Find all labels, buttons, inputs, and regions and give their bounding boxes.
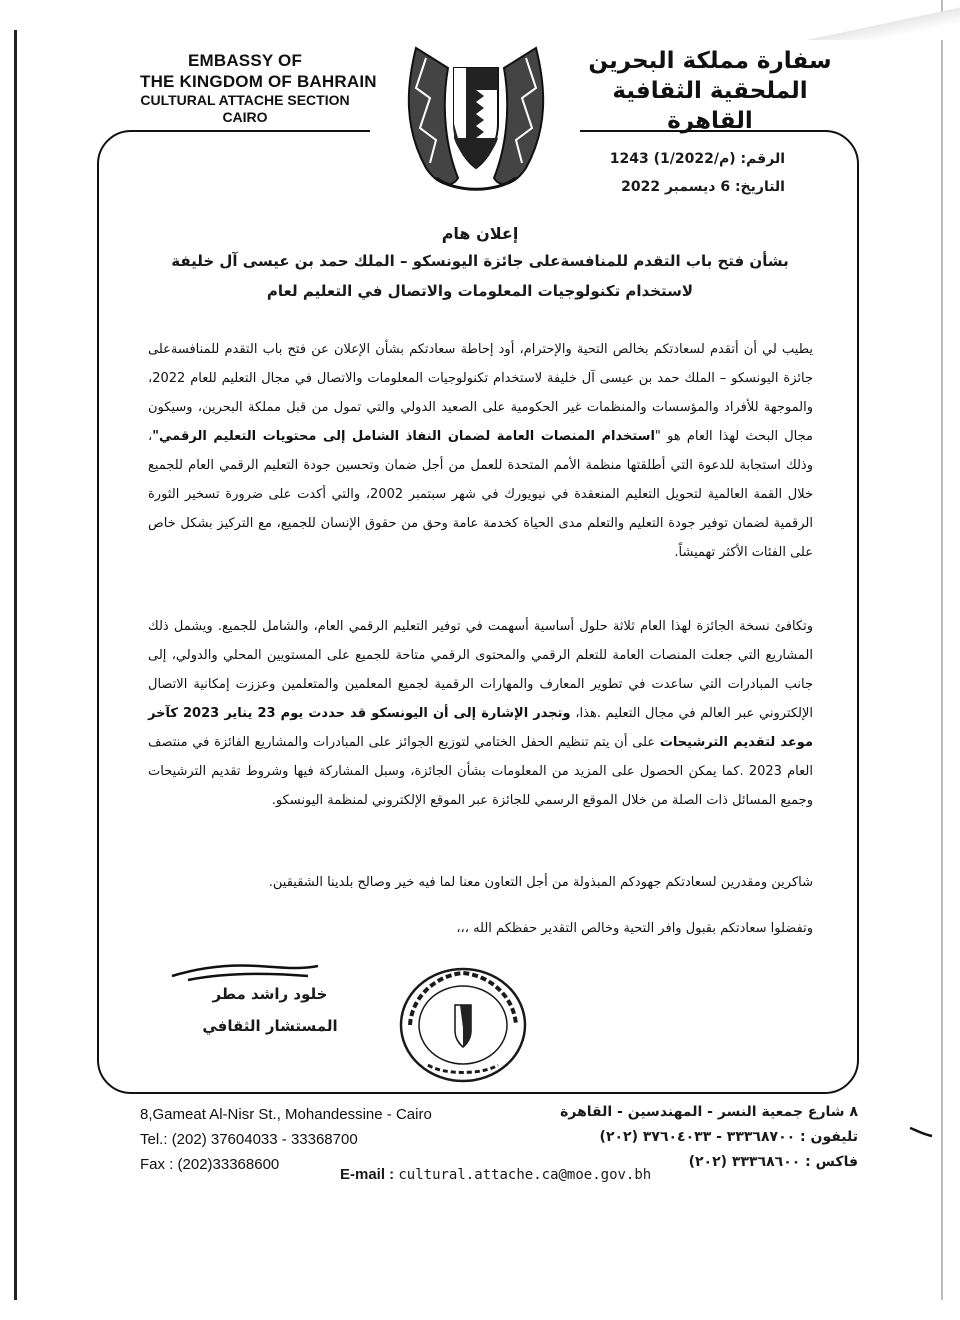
reference-number-label: الرقم:	[740, 151, 785, 167]
title-line-1: إعلان هام	[441, 224, 519, 243]
header-en-line-3: CULTURAL ATTACHE SECTION	[140, 92, 350, 108]
header-en-line-4: CAIRO	[222, 109, 268, 125]
header-en-line-2: THE KINGDOM OF BAHRAIN	[140, 72, 377, 91]
footer-ar-fax: فاكس : ٣٣٣٦٨٦٠٠ (٢٠٢)	[688, 1154, 858, 1170]
header-english	[140, 50, 377, 126]
scan-edge-right	[941, 0, 943, 1300]
header-arabic	[560, 46, 860, 136]
scan-edge-left	[14, 30, 17, 1300]
email-address[interactable]: cultural.attache.ca@moe.gov.bh	[398, 1167, 652, 1183]
signatory-block	[190, 978, 350, 1042]
header-ar-line-1: سفارة مملكة البحرين	[588, 48, 832, 74]
body-paragraph-1: يطيب لي أن أتقدم لسعادتكم بخالص التحية والإحترام، أود إحاطة سعادتكم بشأن الإعلان عن فتح باب التقدم للمنافسةعلى جائزة اليونسكو – الملك حمد بن عيسى آل خليفة لاستخدام تكنولوجيات المعلومات والاتصال في مجال التعليم للعام 2022، والموجهة للأفراد والمؤسسات والمنظمات غير الحكومية على الصعيد الدولي والتي تمول من قبل مملكة البحرين، وسيكون مجال البحث لهذا العام هو "استخدام المنصات العامة لضمان النفاذ الشامل إلى محتويات التعليم الرقمي"، وذلك استجابة للدعوة التي أطلقتها منظمة الأمم المتحدة للعمل من أجل ضمان وتحسين جودة التعليم الرقمي العام للجميع خلال القمة العالمية لتحويل التعليم المنعقدة في نيويورك في شهر سبتمبر 2002، والتي أكدت على ضرورة تسخير الثورة الرقمية لضمان توفير جودة التعليم والتعلم مدى الحياة كخدمة عامة وحق من حقوق الإنسان للجميع، مع التركيز بشكل خاص على الفئات الأكثر تهميشاً.	[148, 342, 813, 560]
footer-en-address: 8,Gameat Al-Nisr St., Mohandessine - Cairo	[140, 1106, 432, 1123]
announcement-title	[150, 222, 810, 306]
footer-ar-tel: تليفون : ٣٣٣٦٨٧٠٠ - ٣٧٦٠٤٠٣٣ (٢٠٢)	[599, 1129, 858, 1145]
page-corner-fold	[760, 0, 960, 40]
header-en-line-1: EMBASSY OF	[187, 51, 303, 70]
footer-en-fax: Fax : (202)33368600	[140, 1156, 280, 1173]
title-line-2: بشأن فتح باب التقدم للمنافسةعلى جائزة اليونسكو – الملك حمد بن عيسى آل خليفة	[171, 252, 789, 270]
footer-ar-address: ٨ شارع جمعية النسر - المهندسين - القاهرة	[560, 1104, 858, 1120]
footer-arabic	[560, 1100, 858, 1175]
header-ar-line-3: القاهرة	[667, 108, 753, 134]
signatory-name: خلود راشد مطر	[212, 985, 328, 1003]
body-paragraph-2: وتكافئ نسخة الجائزة لهذا العام ثلاثة حلول أساسية أسهمت في توفير التعليم الرقمي العام، والشامل للجميع. ويشمل ذلك المشاريع التي جعلت المنصات العامة للتعلم الرقمي والمحتوى الرقمي متاحة للجميع على المستويين المحلي والدولي، إلى جانب المبادرات التي ساعدت في تطوير المعارف والمهارات الرقمية لجميع المعلمين والمتعلمين وعززت إمكانية الاتصال الإلكتروني عبر العالم في مجال التعليم .هذا، وتجدر الإشارة إلى أن اليونسكو قد حددت يوم 23 يناير 2023 كآخر موعد لتقديم الترشيحات على أن يتم تنظيم الحفل الختامي لتوزيع الجوائز على المبادرات والمشاريع الفائزة في منتصف العام 2023 .كما يمكن الحصول على المزيد من المعلومات بشأن الجائزة، وسبل المشاركة فيها وشروط تقديم الترشيحات وجميع المسائل ذات الصلة من خلال الموقع الرسمي للجائزة عبر الموقع الإلكتروني لمنظمة اليونسكو.	[148, 619, 813, 808]
footer-email	[340, 1166, 760, 1183]
footer-en-tel: Tel.: (202) 37604033 - 33368700	[140, 1131, 358, 1148]
reference-block	[480, 145, 785, 201]
deadline-note: وتجدر الإشارة إلى أن اليونسكو قد حددت يوم 23 يناير 2023 كآخر موعد لتقديم الترشيحات	[148, 706, 813, 750]
reference-date-label: التاريخ:	[734, 179, 785, 195]
header-ar-line-2: الملحقية الثقافية	[612, 78, 808, 104]
title-line-3: لاستخدام تكنولوجيات المعلومات والاتصال في التعليم لعام	[266, 282, 694, 300]
signatory-position: المستشار الثقافي	[202, 1017, 338, 1035]
official-seal-stamp	[398, 965, 528, 1085]
reference-date-row	[480, 173, 785, 201]
email-label: E-mail :	[340, 1166, 395, 1183]
pen-mark-icon	[908, 1124, 934, 1140]
closing-line: وتفضلوا سعادتكم بقبول وافر التحية وخالص التقدير حفظكم الله ،،،	[456, 921, 813, 936]
research-topic: استخدام المنصات العامة لضمان النفاذ الشامل إلى محتويات التعليم الرقمي"	[152, 429, 655, 444]
body-paragraph-3: شاكرين ومقدرين لسعادتكم جهودكم المبذولة من أجل التعاون معنا لما فيه خير وصالح بلدينا الشقيقين.	[268, 875, 813, 890]
reference-number-value: 1243 (1/م/2022)	[609, 151, 736, 167]
reference-number-row	[480, 145, 785, 173]
reference-date-value: 6 ديسمبر 2022	[621, 179, 731, 195]
